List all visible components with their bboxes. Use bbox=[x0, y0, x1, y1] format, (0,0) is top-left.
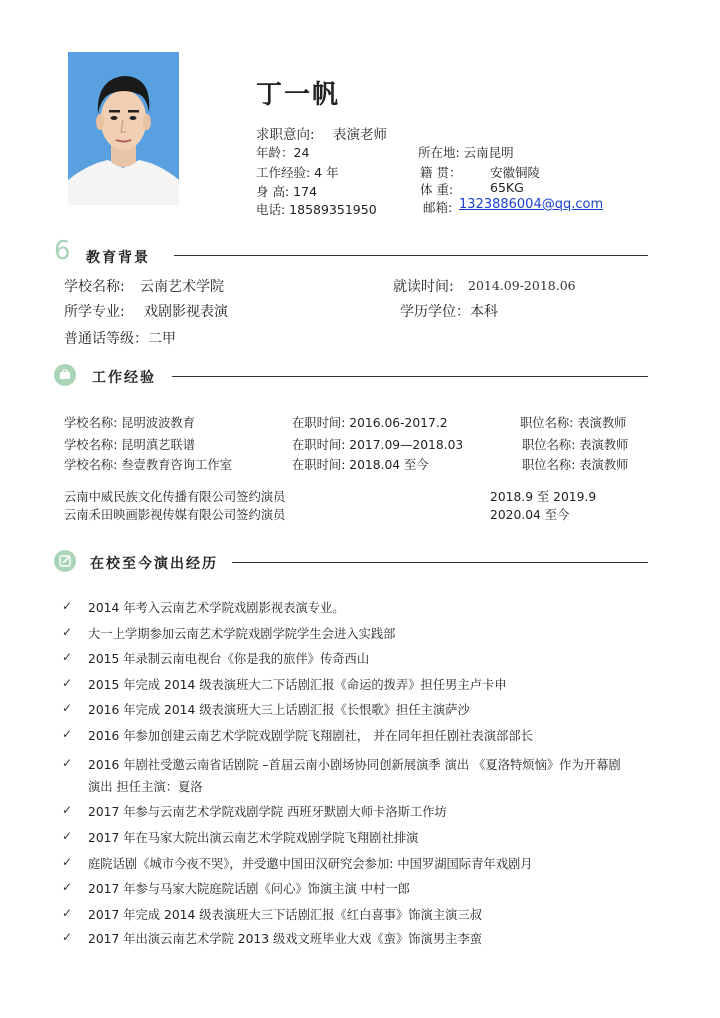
weight-value: 65KG bbox=[490, 180, 524, 195]
major-label: 所学专业: bbox=[64, 304, 125, 320]
work-row-3-school: 学校名称: 叁壹教育咨询工作室 bbox=[64, 458, 232, 472]
performance-item: 2017 年完成 2014 级表演班大三下话剧汇报《红白喜事》饰演主演三叔 bbox=[88, 908, 483, 922]
check-icon: ✓ bbox=[62, 930, 73, 944]
school-label: 学校名称: bbox=[64, 279, 125, 295]
work-row-3-position: 职位名称: 表演教师 bbox=[522, 458, 629, 472]
contract-2-period: 2020.04 至今 bbox=[490, 508, 570, 522]
performance-item: 2015 年完成 2014 级表演班大二下话剧汇报《命运的拨弄》担任男主卢卡申 bbox=[88, 678, 507, 692]
location-info: 所在地: 云南昆明 bbox=[418, 145, 514, 160]
work-row-1-position: 职位名称: 表演教师 bbox=[520, 416, 627, 430]
check-icon: ✓ bbox=[62, 650, 73, 664]
performance-item: 2015 年录制云南电视台《你是我的旅伴》传奇西山 bbox=[88, 652, 370, 666]
performance-item: 2014 年考入云南艺术学院戏剧影视表演专业。 bbox=[88, 601, 345, 615]
contract-2-company: 云南禾田映画影视传媒有限公司签约演员 bbox=[64, 508, 286, 522]
check-icon: ✓ bbox=[62, 880, 73, 894]
work-row-2-school: 学校名称: 昆明滇艺联谱 bbox=[64, 438, 196, 452]
email-label: 邮箱: bbox=[423, 200, 453, 215]
job-intent-value: 表演老师 bbox=[333, 127, 387, 143]
performance-item: 2016 年完成 2014 级表演班大三上话剧汇报《长恨歌》担任主演萨沙 bbox=[88, 703, 470, 717]
profile-photo bbox=[68, 52, 179, 205]
check-icon: ✓ bbox=[62, 701, 73, 715]
height-info: 身 高: 174 bbox=[256, 184, 318, 199]
work-row-1-time: 在职时间: 2016.06-2017.2 bbox=[292, 416, 448, 430]
email-link[interactable]: 1323886004@qq.com bbox=[459, 197, 604, 212]
education-section-icon: 6 bbox=[54, 236, 71, 266]
performance-divider bbox=[232, 562, 648, 563]
work-divider bbox=[172, 376, 648, 377]
check-icon: ✓ bbox=[62, 727, 73, 741]
performance-item: 2017 年参与马家大院庭院话剧《问心》饰演主演 中村一郎 bbox=[88, 882, 410, 896]
education-section-title: 教育背景 bbox=[86, 250, 150, 266]
check-icon: ✓ bbox=[62, 756, 73, 770]
weight-label: 体 重: bbox=[420, 182, 454, 197]
check-icon: ✓ bbox=[62, 855, 73, 869]
experience-info: 工作经验: 4 年 bbox=[256, 165, 339, 180]
work-row-2-position: 职位名称: 表演教师 bbox=[522, 438, 629, 452]
contract-1-period: 2018.9 至 2019.9 bbox=[490, 490, 597, 504]
job-intent-label: 求职意向: bbox=[256, 127, 315, 143]
person-portrait-icon bbox=[68, 52, 179, 205]
edit-icon bbox=[54, 550, 76, 572]
work-section-title: 工作经验 bbox=[92, 370, 156, 386]
check-icon: ✓ bbox=[62, 625, 73, 639]
performance-item: 2016 年参加创建云南艺术学院戏剧学院飞翔剧社， 并在同年担任剧社表演部部长 bbox=[88, 729, 533, 743]
school-value: 云南艺术学院 bbox=[140, 279, 224, 295]
check-icon: ✓ bbox=[62, 906, 73, 920]
performance-item: 庭院话剧《城市今夜不哭》，并受邀中国田汉研究会参加: 中国罗湖国际青年戏剧月 bbox=[88, 857, 533, 871]
work-row-2-time: 在职时间: 2017.09—2018.03 bbox=[292, 438, 464, 452]
age-info: 年龄：24 bbox=[256, 145, 310, 160]
work-row-1-school: 学校名称: 昆明波波教育 bbox=[64, 416, 196, 430]
check-icon: ✓ bbox=[62, 829, 73, 843]
performance-item: 2017 年参与云南艺术学院戏剧学院 西班牙默剧大师卡洛斯工作坊 bbox=[88, 805, 447, 819]
check-icon: ✓ bbox=[62, 676, 73, 690]
performance-item: 大一上学期参加云南艺术学院戏剧学院学生会进入实践部 bbox=[88, 627, 396, 641]
performance-item: 2017 年出演云南艺术学院 2013 级戏文班毕业大戏《蛮》饰演男主李蛮 bbox=[88, 932, 483, 946]
major-value: 戏剧影视表演 bbox=[144, 304, 228, 320]
study-period-label: 就读时间: bbox=[393, 279, 454, 295]
origin-label: 籍 贯： bbox=[420, 165, 462, 180]
origin-value: 安徽铜陵 bbox=[490, 165, 541, 180]
phone-info: 电话: 18589351950 bbox=[256, 202, 377, 217]
briefcase-icon bbox=[54, 364, 76, 386]
performance-section-title: 在校至今演出经历 bbox=[90, 556, 218, 572]
education-divider bbox=[174, 255, 648, 256]
performance-item-continuation: 演出 担任主演：夏洛 bbox=[88, 780, 203, 794]
performance-item: 2016 年剧社受邀云南省话剧院 –首届云南小剧场协同创新展演季 演出 《夏洛特烦恼》作为开幕剧 bbox=[88, 758, 621, 772]
check-icon: ✓ bbox=[62, 599, 73, 613]
study-period-value: 2014.09-2018.06 bbox=[468, 278, 576, 293]
candidate-name: 丁一帆 bbox=[256, 80, 341, 110]
contract-1-company: 云南中威民族文化传播有限公司签约演员 bbox=[64, 490, 286, 504]
mandarin-level: 普通话等级：二甲 bbox=[64, 331, 176, 347]
performance-item: 2017 年在马家大院出演云南艺术学院戏剧学院飞翔剧社排演 bbox=[88, 831, 419, 845]
degree-info: 学历学位：本科 bbox=[400, 304, 498, 320]
work-row-3-time: 在职时间: 2018.04 至今 bbox=[292, 458, 429, 472]
check-icon: ✓ bbox=[62, 803, 73, 817]
